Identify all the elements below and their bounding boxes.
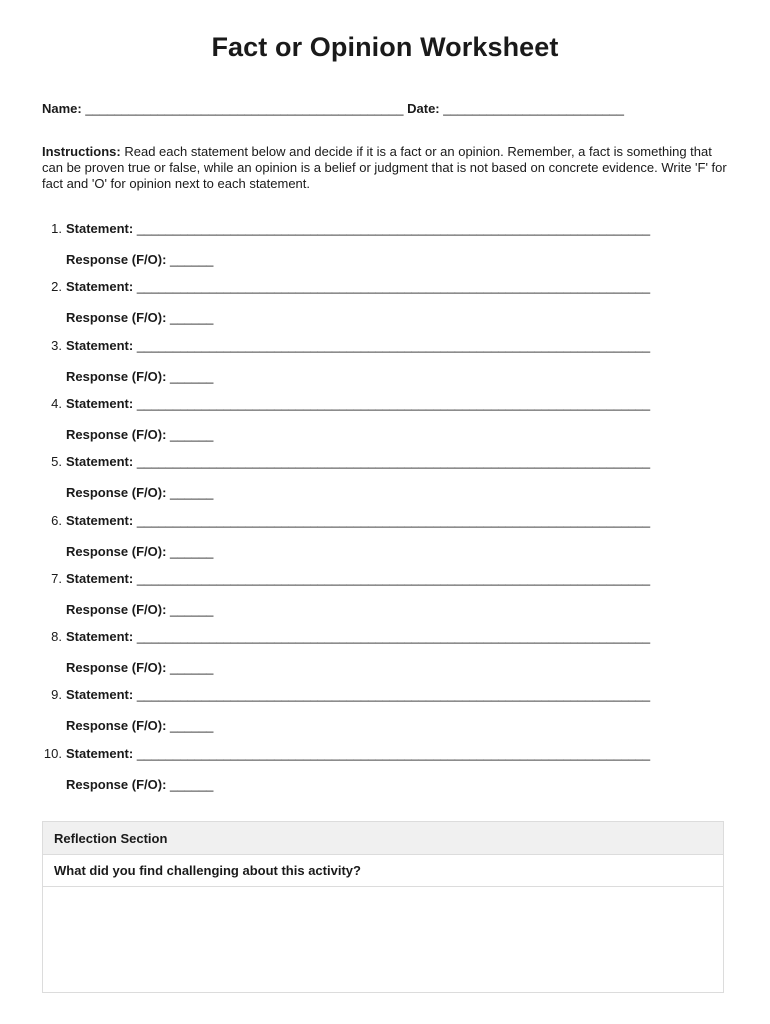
response-field[interactable]: ______ — [170, 602, 214, 617]
statement-item — [0, 279, 770, 337]
statement-item — [0, 687, 770, 745]
response-field[interactable]: ______ — [170, 660, 214, 675]
reflection-question: What did you find challenging about this activity? — [43, 855, 723, 887]
statement-field[interactable]: _______________________________________________________________________ — [136, 279, 651, 294]
statement-label: Statement: — [66, 687, 134, 702]
statement-number: 1. — [51, 221, 62, 236]
statement-label: Statement: — [66, 279, 134, 294]
instructions-label: Instructions: — [42, 144, 121, 159]
statement-number: 5. — [51, 454, 62, 469]
response-label: Response (F/O): — [66, 369, 167, 384]
name-field[interactable]: ____________________________________________ — [85, 101, 404, 116]
response-row — [66, 427, 213, 442]
statement-field[interactable]: _______________________________________________________________________ — [136, 221, 651, 236]
date-field[interactable]: _________________________ — [443, 101, 625, 116]
statement-item — [0, 571, 770, 629]
statement-number: 8. — [51, 629, 62, 644]
statement-number: 2. — [51, 279, 62, 294]
statement-row — [66, 396, 650, 411]
statement-field[interactable]: _______________________________________________________________________ — [136, 571, 651, 586]
statement-item — [0, 221, 770, 279]
statement-field[interactable]: _______________________________________________________________________ — [136, 513, 651, 528]
statement-number: 9. — [51, 687, 62, 702]
statement-row — [66, 279, 650, 294]
statement-field[interactable]: _______________________________________________________________________ — [136, 396, 651, 411]
statement-number: 10. — [43, 746, 62, 761]
statement-row — [66, 629, 650, 644]
instructions-text: Read each statement below and decide if it is a fact or an opinion. Remember, a fact is something that can be proven true or false, while an opinion is a belief or judgment that is not based on concrete evidence. Write 'F' for fact and 'O' for opinion next to each statement. — [42, 144, 727, 191]
statement-item — [0, 338, 770, 396]
response-row — [66, 310, 213, 325]
statement-field[interactable]: _______________________________________________________________________ — [136, 454, 651, 469]
statement-label: Statement: — [66, 396, 134, 411]
response-label: Response (F/O): — [66, 252, 167, 267]
response-label: Response (F/O): — [66, 660, 167, 675]
reflection-header: Reflection Section — [43, 822, 723, 855]
statement-field[interactable]: _______________________________________________________________________ — [136, 746, 651, 761]
response-label: Response (F/O): — [66, 485, 167, 500]
reflection-answer-box[interactable] — [43, 887, 723, 992]
response-field[interactable]: ______ — [170, 718, 214, 733]
response-field[interactable]: ______ — [170, 252, 214, 267]
statement-label: Statement: — [66, 513, 134, 528]
statement-number: 4. — [51, 396, 62, 411]
page-title: Fact or Opinion Worksheet — [211, 32, 559, 62]
response-row — [66, 718, 213, 733]
statement-item — [0, 454, 770, 512]
response-field[interactable]: ______ — [170, 369, 214, 384]
statement-label: Statement: — [66, 629, 134, 644]
response-row — [66, 369, 213, 384]
response-label: Response (F/O): — [66, 777, 167, 792]
statement-label: Statement: — [66, 338, 134, 353]
response-field[interactable]: ______ — [170, 427, 214, 442]
response-label: Response (F/O): — [66, 544, 167, 559]
statement-row — [66, 338, 650, 353]
statement-number: 7. — [51, 571, 62, 586]
response-label: Response (F/O): — [66, 718, 167, 733]
response-label: Response (F/O): — [66, 427, 167, 442]
response-row — [66, 602, 213, 617]
statement-label: Statement: — [66, 454, 134, 469]
statement-item — [0, 396, 770, 454]
statement-item — [0, 629, 770, 687]
name-date-line — [42, 101, 624, 116]
statement-item — [0, 513, 770, 571]
response-row — [66, 252, 213, 267]
name-label: Name: — [42, 101, 82, 116]
response-field[interactable]: ______ — [170, 777, 214, 792]
reflection-section — [42, 821, 724, 993]
statement-row — [66, 513, 650, 528]
statement-row — [66, 221, 650, 236]
statement-row — [66, 687, 650, 702]
response-label: Response (F/O): — [66, 602, 167, 617]
response-row — [66, 660, 213, 675]
statement-row — [66, 571, 650, 586]
response-field[interactable]: ______ — [170, 485, 214, 500]
response-row — [66, 544, 213, 559]
response-row — [66, 777, 213, 792]
statement-row — [66, 454, 650, 469]
response-label: Response (F/O): — [66, 310, 167, 325]
statement-number: 6. — [51, 513, 62, 528]
statement-field[interactable]: _______________________________________________________________________ — [136, 338, 651, 353]
response-row — [66, 485, 213, 500]
instructions-paragraph — [42, 144, 732, 192]
statement-item — [0, 746, 770, 804]
statement-label: Statement: — [66, 571, 134, 586]
statement-field[interactable]: _______________________________________________________________________ — [136, 687, 651, 702]
statement-field[interactable]: _______________________________________________________________________ — [136, 629, 651, 644]
date-label: Date: — [407, 101, 440, 116]
statement-row — [66, 746, 650, 761]
statement-label: Statement: — [66, 746, 134, 761]
statement-label: Statement: — [66, 221, 134, 236]
statement-number: 3. — [51, 338, 62, 353]
response-field[interactable]: ______ — [170, 310, 214, 325]
response-field[interactable]: ______ — [170, 544, 214, 559]
